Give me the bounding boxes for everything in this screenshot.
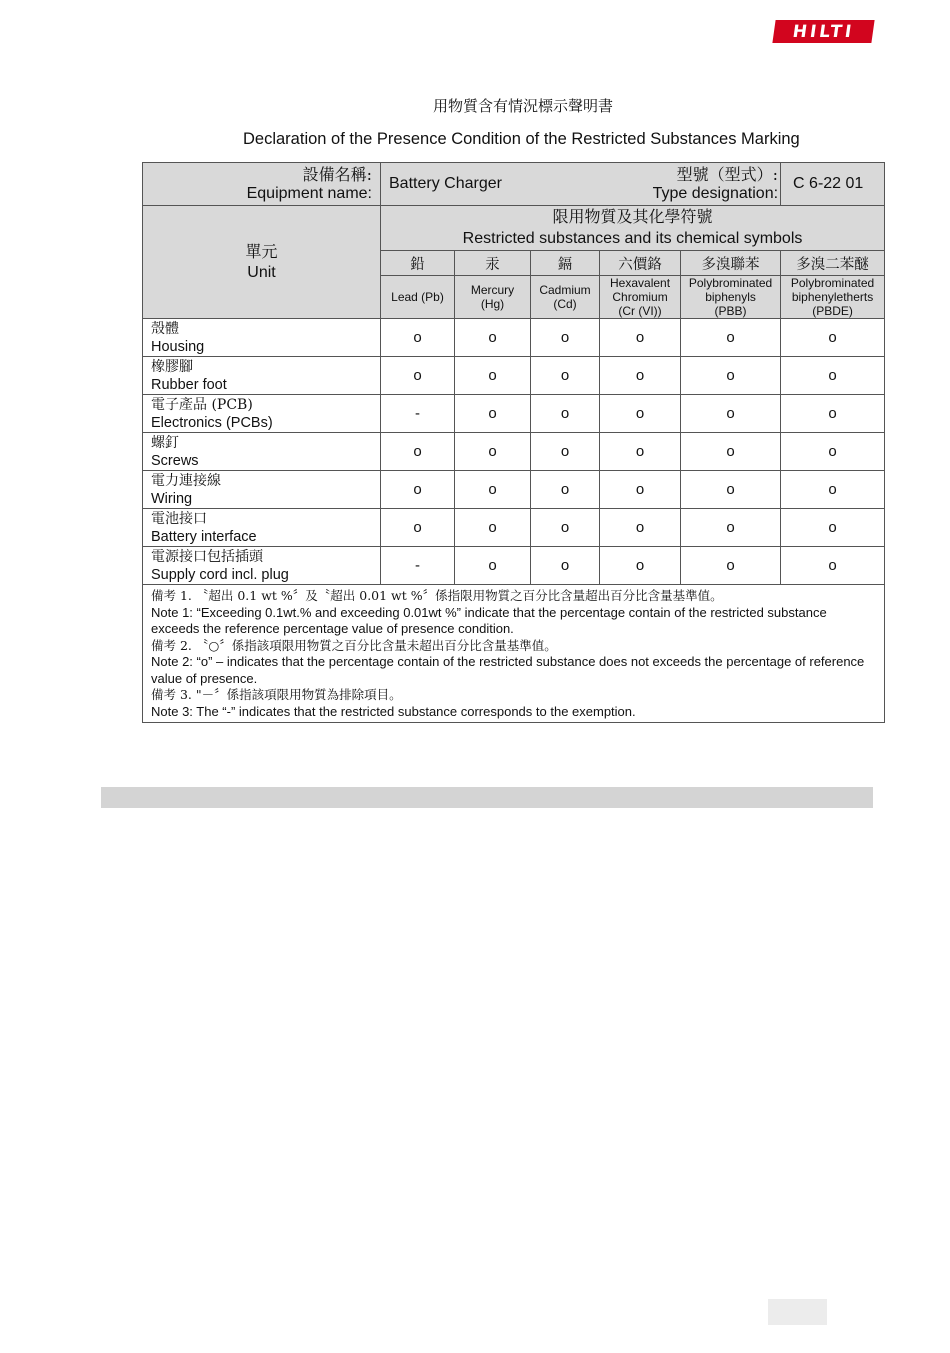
mark-cell: o: [600, 357, 681, 395]
mark-cell: o: [681, 547, 781, 585]
equipment-name-and-type-label: [381, 163, 600, 206]
mark-cell: o: [531, 471, 600, 509]
unit-name: 橡膠腳 Rubber foot: [143, 357, 381, 395]
substance-cn: 鎘: [531, 251, 600, 276]
unit-name: 電池接口 Battery interface: [143, 509, 381, 547]
substance-en: Polybrominated biphenyletherts (PBDE): [781, 276, 885, 319]
equipment-name-value: Battery Charger: [389, 175, 502, 192]
table-row: [143, 395, 885, 433]
mark-cell: o: [781, 319, 885, 357]
mark-cell: o: [455, 319, 531, 357]
notes-row: [143, 585, 885, 723]
mark-cell: o: [600, 471, 681, 509]
mark-cell: o: [531, 547, 600, 585]
title-chinese: 用物質含有情況標示聲明書: [432, 97, 613, 115]
note-3-en: Note 3: The “-” indicates that the restricted substance corresponds to the exemption.: [151, 703, 636, 719]
mark-cell: o: [381, 357, 455, 395]
note-1-cn: 備考 1. 〝超出 0.1 wt %〞及〝超出 0.01 wt %〞係指限用物質之百分比含量超出百分比含量基準值。: [151, 588, 723, 603]
table-row: [143, 509, 885, 547]
note-2-cn: 備考 2. 〝○〞係指該項限用物質之百分比含量未超出百分比含量基準值。: [151, 637, 557, 653]
equipment-name-label: 設備名稱: Equipment name:: [143, 163, 381, 206]
mark-cell: o: [681, 357, 781, 395]
mark-cell: o: [455, 471, 531, 509]
mark-cell: o: [781, 357, 885, 395]
unit-name: 螺釘 Screws: [143, 433, 381, 471]
mark-cell: o: [455, 433, 531, 471]
mark-cell: -: [381, 547, 455, 585]
note-2-en: Note 2: “o” – indicates that the percentage contain of the restricted substance does not exceeds the percentage of reference value of presence.: [151, 654, 865, 686]
mark-cell: o: [681, 319, 781, 357]
restricted-substances-header: 限用物質及其化學符號 Restricted substances and its chemical symbols: [381, 206, 885, 251]
unit-header: 單元 Unit: [143, 206, 381, 319]
table-row: [143, 357, 885, 395]
substance-cn: 多溴聯苯: [681, 251, 781, 276]
mark-cell: o: [531, 395, 600, 433]
substance-cn: 六價鉻: [600, 251, 681, 276]
mark-cell: o: [781, 509, 885, 547]
unit-name: 電力連接線 Wiring: [143, 471, 381, 509]
substance-en: Mercury (Hg): [455, 276, 531, 319]
note-3-cn: 備考 3. "－〞係指該項限用物質為排除項目。: [151, 687, 402, 702]
mark-cell: o: [600, 509, 681, 547]
mark-cell: o: [681, 509, 781, 547]
notes-cell: [143, 585, 885, 723]
unit-name: 殼體 Housing: [143, 319, 381, 357]
mark-cell: o: [455, 547, 531, 585]
mark-cell: o: [455, 509, 531, 547]
mark-cell: o: [381, 509, 455, 547]
mark-cell: o: [455, 357, 531, 395]
substance-en: Lead (Pb): [381, 276, 455, 319]
section-divider-bar: [101, 787, 873, 808]
mark-cell: o: [781, 395, 885, 433]
mark-cell: o: [781, 471, 885, 509]
restricted-substances-table: [142, 162, 885, 723]
mark-cell: -: [381, 395, 455, 433]
unit-name: 電子產品 (PCB) Electronics (PCBs): [143, 395, 381, 433]
mark-cell: o: [681, 395, 781, 433]
mark-cell: o: [531, 357, 600, 395]
substance-cn: 鉛: [381, 251, 455, 276]
mark-cell: o: [381, 433, 455, 471]
mark-cell: o: [531, 433, 600, 471]
substance-cn: 多溴二苯醚: [781, 251, 885, 276]
mark-cell: o: [681, 471, 781, 509]
mark-cell: o: [531, 319, 600, 357]
substance-en: Hexavalent Chromium (Cr (VI)): [600, 276, 681, 319]
unit-name: 電源接口包括插頭 Supply cord incl. plug: [143, 547, 381, 585]
mark-cell: o: [781, 433, 885, 471]
hilti-logo: HILTI: [772, 20, 874, 43]
mark-cell: o: [381, 319, 455, 357]
table-row: [143, 471, 885, 509]
mark-cell: o: [781, 547, 885, 585]
table-row: [143, 547, 885, 585]
mark-cell: o: [600, 433, 681, 471]
type-designation-value: C 6-22 01: [781, 163, 885, 206]
mark-cell: o: [455, 395, 531, 433]
mark-cell: o: [600, 395, 681, 433]
mark-cell: o: [600, 319, 681, 357]
substance-cn: 汞: [455, 251, 531, 276]
mark-cell: o: [681, 433, 781, 471]
table-row: [143, 319, 885, 357]
restricted-header-row: [143, 206, 885, 251]
equipment-row: [143, 163, 885, 206]
page-number-box: [768, 1299, 827, 1325]
title-english: Declaration of the Presence Condition of the Restricted Substances Marking: [243, 130, 800, 148]
substance-en: Polybrominated biphenyls (PBB): [681, 276, 781, 319]
substance-en: Cadmium (Cd): [531, 276, 600, 319]
note-1-en: Note 1: “Exceeding 0.1wt.% and exceeding 0.01wt %” indicate that the percentage contain of the restricted substance exceeds the reference percentage value of presence condition.: [151, 604, 827, 636]
mark-cell: o: [600, 547, 681, 585]
mark-cell: o: [531, 509, 600, 547]
type-designation-label: 型號（型式）: Type designation:: [600, 163, 781, 206]
table-row: [143, 433, 885, 471]
mark-cell: o: [381, 471, 455, 509]
